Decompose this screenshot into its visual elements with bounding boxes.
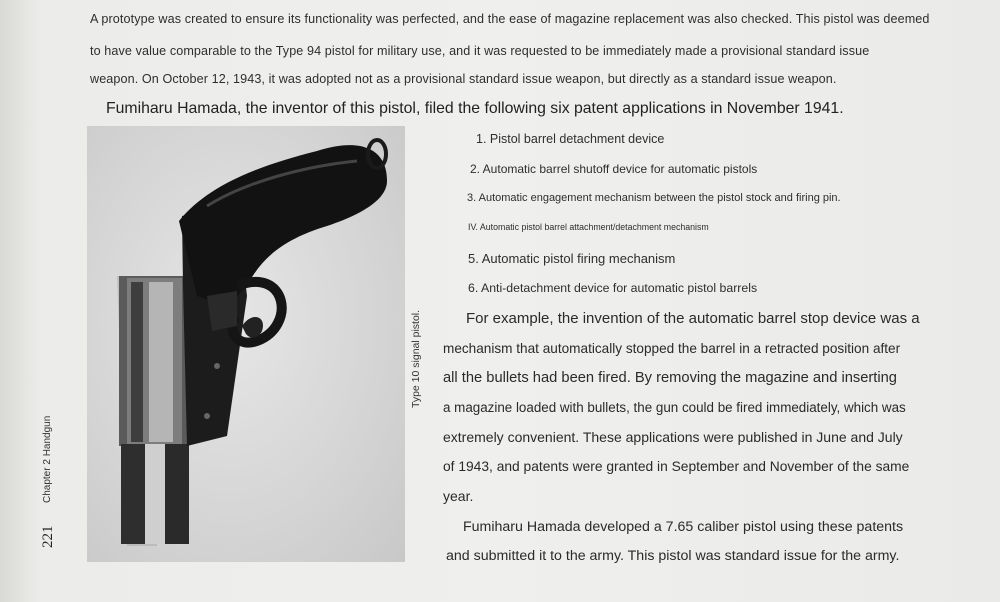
photo-caption (410, 288, 426, 408)
paragraph2-line-2: and submitted it to the army. This pistol was standard issue for the army. (446, 548, 900, 564)
paragraph1-line-1: For example, the invention of the automatic barrel stop device was a (466, 310, 920, 327)
intro-line-2: to have value comparable to the Type 94 pistol for military use, and it was requested to be immediately made a provisional standard issue (90, 44, 870, 58)
paragraph1-line-6: of 1943, and patents were granted in September and November of the same (443, 459, 910, 474)
page-number: 221 (40, 525, 56, 548)
patent-item-6: 6. Anti-detachment device for automatic pistol barrels (468, 281, 758, 295)
paragraph1-line-4: a magazine loaded with bullets, the gun could be fired immediately, which was (443, 400, 906, 415)
paragraph1-line-2: mechanism that automatically stopped the barrel in a retracted position after (443, 341, 901, 356)
pistol-photo (87, 126, 405, 562)
lead-sentence: Fumiharu Hamada, the inventor of this pistol, filed the following six patent applications in November 1941. (106, 100, 844, 117)
patent-item-4: IV. Automatic pistol barrel attachment/detachment mechanism (468, 222, 709, 232)
page-margin (40, 398, 64, 548)
photo-caption-text: Type 10 signal pistol. (410, 309, 422, 408)
paragraph1-line-5: extremely convenient. These applications were published in June and July (443, 429, 903, 445)
paragraph1-line-3: all the bullets had been fired. By removing the magazine and inserting (443, 370, 897, 386)
patent-item-5: 5. Automatic pistol firing mechanism (468, 251, 676, 266)
intro-line-3: weapon. On October 12, 1943, it was adopted not as a provisional standard issue weapon, but directly as a standard issue weapon. (90, 72, 837, 86)
chapter-title: Chapter 2 Handgun (42, 415, 53, 503)
paragraph1-line-7: year. (443, 488, 474, 504)
patent-item-3: 3. Automatic engagement mechanism between the pistol stock and firing pin. (467, 192, 841, 204)
paragraph2-line-1: Fumiharu Hamada developed a 7.65 caliber pistol using these patents (463, 519, 904, 535)
pistol-illustration (87, 126, 405, 562)
patent-item-2: 2. Automatic barrel shutoff device for automatic pistols (470, 162, 758, 176)
patent-item-1: 1. Pistol barrel detachment device (476, 132, 665, 146)
intro-line-1: A prototype was created to ensure its functionality was perfected, and the ease of magazine replacement was also checked. This pistol was deemed (90, 12, 930, 26)
